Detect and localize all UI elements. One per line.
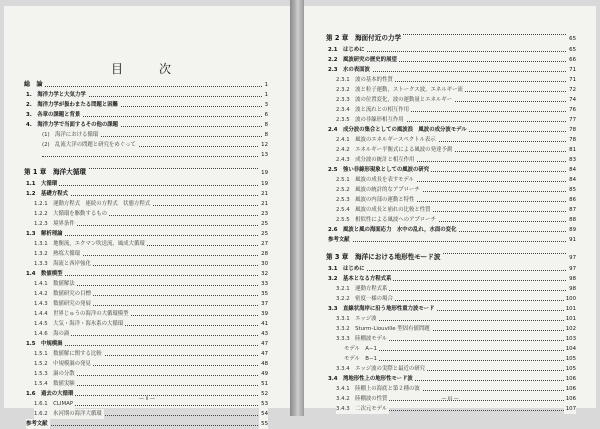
toc-entry[interactable]: [304, 165, 596, 175]
toc-page-number: 97: [569, 255, 576, 261]
toc-entry-title: 1.4.5 大気・海洋・海氷系の大循環: [34, 321, 124, 327]
toc-entry-title: 1.6.1 CLIMAP: [34, 401, 74, 407]
toc-entry[interactable]: [304, 85, 596, 95]
toc-entry-title: 3.3.3 陸棚波モデル: [336, 336, 388, 342]
toc-entry-title: 1.5.4 数値実験: [34, 381, 75, 387]
toc-entry-title: 1.2.1 運動方程式 連続の方程式 状態方程式: [34, 201, 151, 207]
toc-entry-title: 2.3 水の表面波: [328, 67, 370, 73]
toc-page-number: 19: [261, 181, 268, 187]
toc-entry-title: 3.2 基本となる方程式系: [328, 276, 392, 282]
toc-page-number: 19: [261, 170, 268, 176]
toc-entry-title: 4. 海洋力学で当面するその他の課題: [26, 122, 119, 128]
toc-entry-title: 2.3.5 波の非線形相互作用: [336, 117, 404, 123]
toc-entry-title: 2.6 風波と風の海面応力 水中の乱れ，水面の変化: [328, 227, 457, 233]
toc-entry[interactable]: [304, 354, 596, 364]
toc-page-number: 37: [261, 301, 268, 307]
toc-entry-title: 1.2.2 大循環を駆動するもの: [34, 211, 108, 217]
toc-entry-title: 総 論: [24, 81, 43, 88]
toc-entry-title: 3.2.2 密度一様の場合: [336, 296, 393, 302]
toc-page-number: 48: [261, 361, 268, 367]
toc-entry-title: 2.4.3 成分波の統計と相互作用: [336, 157, 415, 163]
toc-entry-title: 2.4.2 エネルギー平衡式による風波の発達予測: [336, 147, 453, 153]
right-folio: — iii —: [441, 396, 459, 402]
toc-entry[interactable]: [4, 150, 290, 160]
toc-entry-title: 1.5.2 中規模渦の発見: [34, 361, 91, 367]
book-gutter: [290, 0, 304, 416]
toc-page-number: 74: [569, 97, 576, 103]
toc-entry[interactable]: [4, 189, 290, 199]
toc-entry[interactable]: [304, 374, 596, 384]
toc-page-number: 101: [565, 316, 576, 322]
toc-entry[interactable]: [304, 404, 596, 414]
toc-entry-title: 第 1 章 海洋大循環: [24, 166, 88, 179]
toc-page-number: 104: [565, 346, 576, 352]
toc-entry[interactable]: [304, 334, 596, 344]
toc-entry[interactable]: [4, 309, 290, 319]
toc-entry-title: (1) 海洋における循環: [42, 132, 99, 138]
toc-page-number: 1: [264, 82, 268, 88]
toc-entry-title: 1. 海洋力学と大気力学: [26, 92, 86, 98]
toc-entry[interactable]: [4, 209, 290, 219]
toc-page-number: 51: [261, 381, 268, 387]
toc-entry-title: 2.5.3 風波の内部の運動と特性: [336, 197, 415, 203]
toc-entry[interactable]: [4, 379, 290, 389]
toc-entry-title: 2.5.2 風波の統計的なアプローチ: [336, 187, 420, 193]
toc-entry[interactable]: [304, 384, 596, 394]
toc-entry-title: 3.3.2 Sturm-Liouville 型固有値問題: [336, 326, 430, 332]
toc-page-number: 21: [261, 191, 268, 197]
toc-page-number: 25: [261, 231, 268, 237]
toc-entry[interactable]: [304, 215, 596, 225]
toc-entry-title: モデル A−1: [344, 346, 377, 352]
toc-entry-title: 1.2.3 境界条件: [34, 221, 75, 227]
toc-entry[interactable]: [4, 279, 290, 289]
toc-entry[interactable]: [304, 195, 596, 205]
toc-entry-title: 2.5.1 風波の成長を表すモデル: [336, 177, 414, 183]
toc-entry[interactable]: [4, 140, 290, 150]
left-toc: [4, 80, 290, 429]
toc-page-number: 33: [261, 281, 268, 287]
toc-entry[interactable]: [4, 409, 290, 419]
toc-entry-title: 3.3 直線状海岸に沿う地形性重力波モード: [328, 306, 435, 312]
toc-page-number: 98: [569, 286, 576, 292]
toc-entry[interactable]: [4, 299, 290, 309]
toc-entry-title: 3.4.2 陸棚波の性質: [336, 396, 388, 402]
left-page: [4, 6, 290, 427]
toc-chapter-entry[interactable]: [304, 32, 596, 45]
toc-page-number: 3: [264, 102, 268, 108]
left-folio: — ii —: [139, 396, 155, 402]
toc-page-number: 98: [569, 276, 576, 282]
contents-title: 目 次: [110, 62, 183, 76]
toc-dot-leader: [26, 425, 266, 426]
toc-page-number: 47: [261, 351, 268, 357]
toc-entry-title: 2.2 風波研究の歴史的展望: [328, 57, 397, 63]
toc-entry-title: 3. 各章の課題と背景: [26, 112, 81, 118]
toc-page-number: 78: [569, 137, 576, 143]
toc-entry[interactable]: [4, 229, 290, 239]
toc-entry-title: 1.3.3 海流と西岸強化: [34, 261, 91, 267]
toc-page-number: 84: [569, 167, 576, 173]
toc-page-number: 91: [569, 237, 576, 243]
toc-page-number: 106: [565, 376, 576, 382]
toc-entry[interactable]: [304, 284, 596, 294]
toc-entry-title: 1.2 基礎方程式: [26, 191, 68, 197]
toc-entry-title: 3.2.1 運動方程式系: [336, 286, 388, 292]
toc-page-number: 1: [264, 92, 268, 98]
toc-entry-title: 3.1 はじめに: [328, 266, 365, 272]
toc-entry-title: 1.4.6 海の渦: [34, 331, 70, 337]
toc-entry[interactable]: [304, 364, 596, 374]
toc-entry-title: 1.6.2 氷河期の海洋大循環: [34, 411, 102, 417]
toc-entry[interactable]: [304, 294, 596, 304]
right-page: [304, 6, 596, 412]
toc-entry[interactable]: [304, 274, 596, 284]
toc-chapter-entry[interactable]: [304, 251, 596, 264]
toc-page-number: 72: [569, 87, 576, 93]
toc-entry-title: 1.5 中規模渦: [26, 341, 63, 347]
toc-page-number: 105: [565, 356, 576, 362]
toc-entry[interactable]: [304, 65, 596, 75]
toc-chapter-entry[interactable]: [4, 166, 290, 179]
toc-entry-title: 2. 海洋力学が扱わまたる問題と困難: [26, 102, 119, 108]
toc-page-number: 21: [261, 201, 268, 207]
toc-entry-title: 1.4 数値模型: [26, 271, 63, 277]
toc-entry-title: 2.5 強い非線形現象としての風波の研究: [328, 167, 430, 173]
toc-entry-title: 参考文献: [26, 421, 48, 427]
toc-page-number: 52: [261, 391, 268, 397]
toc-entry-title: 2.3.3 波の位置変化，波の運動量とエネルギー: [336, 97, 453, 103]
toc-entry[interactable]: [4, 369, 290, 379]
toc-entry[interactable]: [4, 219, 290, 229]
toc-page-number: 76: [569, 107, 576, 113]
toc-entry-title: 2.4 成分波の集合としての風波浪 風波の成分波モデル: [328, 127, 467, 133]
toc-page-number: 35: [261, 291, 268, 297]
toc-entry-title: 3.3.1 エッジ波: [336, 316, 377, 322]
toc-page-number: 6: [264, 112, 268, 118]
toc-entry-title: (2) 乱流大洋の問題と研究をめぐって: [42, 142, 136, 148]
toc-entry-title: 2.5.5 相似性による風波へのアプローチ: [336, 217, 436, 223]
toc-page-number: 12: [261, 142, 268, 148]
toc-page-number: 71: [569, 67, 576, 73]
toc-entry-title: 3.4 湾地形性上の地形性モード波: [328, 376, 413, 382]
toc-page-number: 87: [569, 207, 576, 213]
toc-entry-title: 2.3.4 波と流れとの相互作用: [336, 107, 410, 113]
toc-page-number: 66: [569, 57, 576, 63]
toc-entry[interactable]: [304, 135, 596, 145]
toc-entry[interactable]: [4, 110, 290, 120]
toc-entry[interactable]: [4, 239, 290, 249]
toc-entry-title: 3.4.1 陸棚上の海底と第２種の波: [336, 386, 420, 392]
toc-entry-title: モデル B−1: [344, 356, 377, 362]
toc-entry[interactable]: [4, 289, 290, 299]
toc-entry-title: 2.1 はじめに: [328, 47, 365, 53]
toc-entry[interactable]: [304, 145, 596, 155]
toc-entry-title: 3.3.4 エッジ波の実際と最近の研究: [336, 366, 426, 372]
toc-entry[interactable]: [4, 269, 290, 279]
toc-page-number: 23: [261, 211, 268, 217]
toc-entry[interactable]: [304, 205, 596, 215]
toc-entry[interactable]: [304, 344, 596, 354]
toc-entry[interactable]: [4, 319, 290, 329]
toc-entry[interactable]: [304, 125, 596, 135]
toc-page-number: 27: [261, 241, 268, 247]
toc-entry[interactable]: [304, 175, 596, 185]
toc-page-number: 13: [261, 152, 268, 158]
toc-page-number: 107: [565, 406, 576, 412]
toc-page-number: 25: [261, 221, 268, 227]
toc-page-number: 85: [569, 187, 576, 193]
toc-entry[interactable]: [4, 130, 290, 140]
toc-page-number: 86: [569, 197, 576, 203]
toc-page-number: 39: [261, 311, 268, 317]
toc-entry[interactable]: [4, 120, 290, 130]
toc-entry-title: 2.4.1 風波のエネルギースペクトル表示: [336, 137, 436, 143]
toc-entry[interactable]: [304, 324, 596, 334]
toc-entry[interactable]: [304, 235, 596, 245]
toc-page-number: 53: [261, 401, 268, 407]
right-toc: [304, 32, 596, 414]
toc-page-number: 84: [569, 177, 576, 183]
toc-entry[interactable]: [304, 155, 596, 165]
toc-entry-title: 2.5.4 風波の成長と崩れの比較と性質: [336, 207, 431, 213]
toc-entry[interactable]: [304, 314, 596, 324]
toc-page-number: 8: [264, 122, 268, 128]
toc-entry[interactable]: [4, 179, 290, 189]
toc-entry-title: 1.5.3 渦の分散: [34, 371, 75, 377]
toc-entry-title: 2.3.1 波の基本的性質: [336, 77, 393, 83]
toc-page-number: 55: [261, 421, 268, 427]
toc-entry[interactable]: [4, 100, 290, 110]
toc-page-number: 102: [565, 326, 576, 332]
toc-page-number: 8: [264, 132, 268, 138]
toc-page-number: 71: [569, 77, 576, 83]
toc-page-number: 30: [261, 261, 268, 267]
toc-page-number: 103: [565, 336, 576, 342]
toc-page-number: 49: [261, 371, 268, 377]
toc-entry-title: 1.6 過去の大循環: [26, 391, 74, 397]
toc-entry[interactable]: [4, 339, 290, 349]
toc-page-number: 47: [261, 341, 268, 347]
toc-entry-title: 第 2 章 海面付近の力学: [326, 32, 403, 45]
toc-dot-leader: [26, 185, 266, 186]
toc-entry-title: 1.5.1 数値解に関する比較: [34, 351, 102, 357]
toc-page-number: 41: [261, 321, 268, 327]
toc-page-number: 89: [569, 227, 576, 233]
toc-entry[interactable]: [304, 45, 596, 55]
toc-page-number: 81: [569, 147, 576, 153]
toc-page-number: 54: [261, 411, 268, 417]
toc-entry-title: 3.4.3 二次元モデル: [336, 406, 388, 412]
toc-entry[interactable]: [304, 115, 596, 125]
toc-entry-title: 1.3.2 熱塩大循環: [34, 251, 81, 257]
toc-entry-title: 1.1 大循環: [26, 181, 58, 187]
toc-entry-title: 1.3.1 地衡流，エクマン吹送流，風成大循環: [34, 241, 145, 247]
toc-page-number: 100: [565, 296, 576, 302]
toc-page-number: 83: [569, 157, 576, 163]
toc-entry-title: 第 3 章 海洋における地形性モード波: [326, 251, 442, 264]
toc-page-number: 97: [569, 266, 576, 272]
toc-entry[interactable]: [304, 75, 596, 85]
toc-entry-title: 1.4.2 数値研究の目標: [34, 291, 91, 297]
toc-entry[interactable]: [4, 259, 290, 269]
toc-entry-title: 2.3.2 波と粒子運動，ストークス波，エネルギー流: [336, 87, 463, 93]
toc-entry[interactable]: [4, 199, 290, 209]
toc-page-number: 65: [569, 47, 576, 53]
toc-entry[interactable]: [304, 225, 596, 235]
toc-entry-title: 1.4.1 数値解法: [34, 281, 75, 287]
toc-page-number: 78: [569, 127, 576, 133]
toc-entry[interactable]: [304, 55, 596, 65]
toc-page-number: 101: [565, 306, 576, 312]
toc-entry[interactable]: [4, 80, 290, 90]
toc-entry-title: 1.4.3 数値研究の発展: [34, 301, 91, 307]
toc-entry[interactable]: [304, 95, 596, 105]
toc-page-number: 105: [565, 366, 576, 372]
toc-entry[interactable]: [304, 185, 596, 195]
toc-page-number: 32: [261, 271, 268, 277]
toc-entry[interactable]: [4, 349, 290, 359]
toc-page-number: 106: [565, 396, 576, 402]
toc-entry[interactable]: [304, 264, 596, 274]
toc-page-number: 77: [569, 117, 576, 123]
toc-entry[interactable]: [4, 329, 290, 339]
toc-entry-title: 1.4.4 世界じゅうの海洋の大循環模型: [34, 311, 129, 317]
toc-page-number: 106: [565, 386, 576, 392]
toc-page-number: 43: [261, 331, 268, 337]
toc-page-number: 65: [569, 36, 576, 42]
toc-entry-title: 参考文献: [328, 237, 350, 243]
toc-entry[interactable]: [4, 249, 290, 259]
toc-entry-title: 1.3 解析理論: [26, 231, 63, 237]
toc-dot-leader: [42, 156, 266, 157]
toc-entry[interactable]: [4, 419, 290, 429]
toc-entry[interactable]: [4, 359, 290, 369]
toc-entry[interactable]: [304, 105, 596, 115]
toc-dot-leader: [24, 86, 266, 87]
toc-page-number: 88: [569, 217, 576, 223]
toc-entry[interactable]: [4, 90, 290, 100]
toc-dot-leader: [328, 241, 574, 242]
toc-entry[interactable]: [304, 304, 596, 314]
toc-page-number: 28: [261, 251, 268, 257]
